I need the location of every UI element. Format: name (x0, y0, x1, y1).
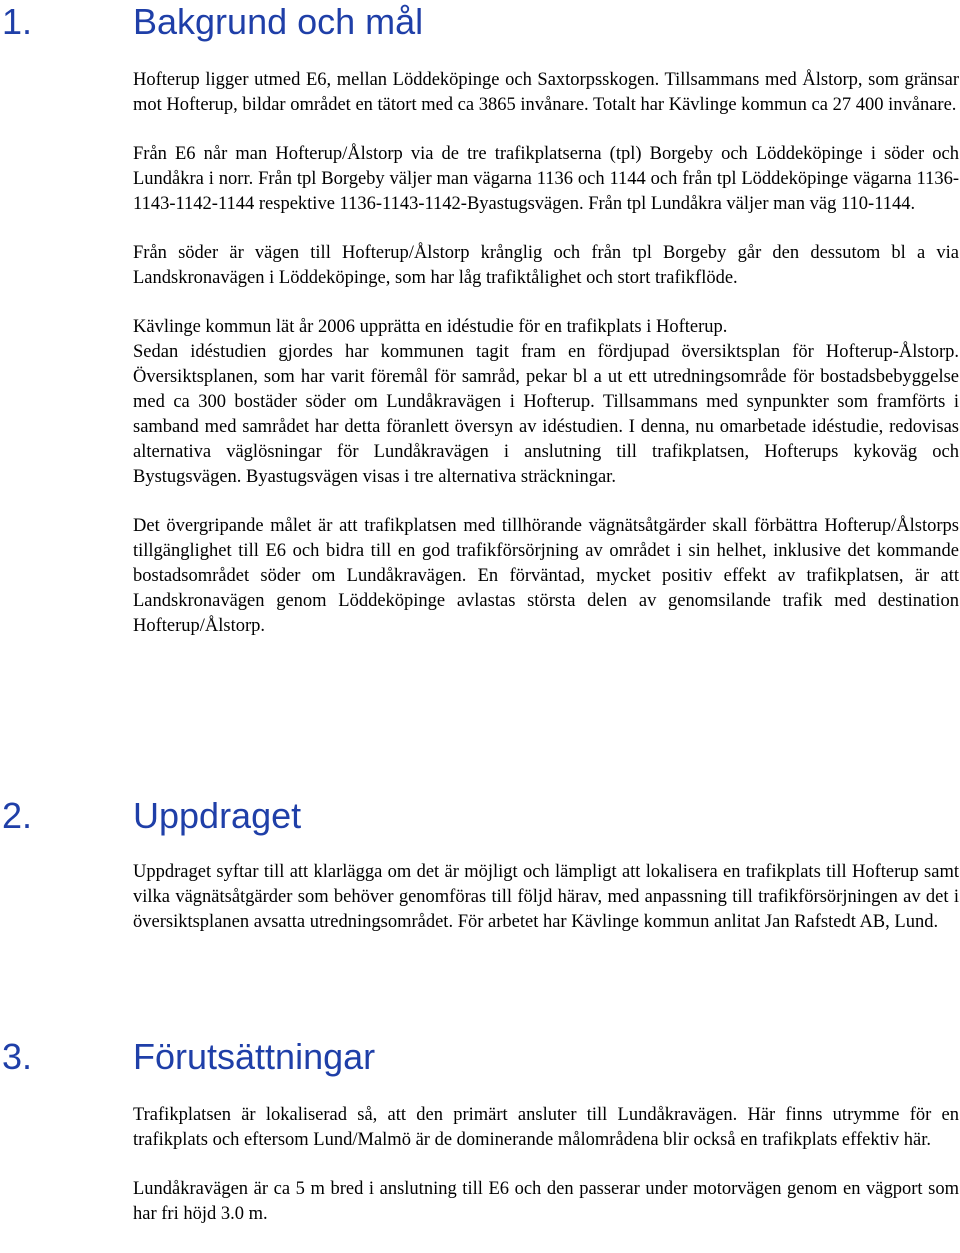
paragraph: Från söder är vägen till Hofterup/Ålstorp krånglig och från tpl Borgeby går den dessutom bl a via Landskronavägen i Löddeköpinge, som har låg trafiktålighet och stort trafikflöde. (133, 243, 959, 288)
section-number: 1. (2, 1, 33, 42)
section-heading (0, 0, 960, 44)
paragraph: Lundåkravägen är ca 5 m bred i anslutning till E6 och den passerar under motorvägen genom en vägport som har fri höjd 3.0 m. (133, 1179, 959, 1224)
paragraph: Trafikplatsen är lokaliserad så, att den primärt ansluter till Lundåkravägen. Här finns utrymme för en trafikplats och eftersom Lund/Malmö är de dominerande målområdena blir också en trafikplats effektiv här. (133, 1105, 959, 1150)
section-bakgrund (0, 0, 960, 44)
paragraph: Hofterup ligger utmed E6, mellan Löddeköpinge och Saxtorpsskogen. Tillsammans med Ålstorp, som gränsar mot Hofterup, bildar området en tätort med ca 3865 invånare. Totalt har Kävlinge kommun ca 27 400 invånare. (133, 70, 959, 115)
section-heading (0, 1035, 960, 1079)
section-forutsattningar (0, 1035, 960, 1079)
section-number: 2. (2, 795, 33, 836)
paragraph: Det övergripande målet är att trafikplatsen med tillhörande vägnätsåtgärder skall förbättra Hofterup/Ålstorps tillgänglighet till E6 och bidra till en god trafikförsörjning av området i sin helhet, inklusive det kommande bostadsområdet söder om Lundåkravägen. En förväntad, mycket positiv effekt av trafikplatsen, är att Landskronavägen genom Löddeköpinge avlastas största delen av genomsilande trafik med destination Hofterup/Ålstorp. (133, 516, 959, 636)
section-body (133, 68, 959, 663)
paragraph: Sedan idéstudien gjordes har kommunen tagit fram en fördjupad översiktsplan för Hofterup-Ålstorp. Översiktsplanen, som har varit föremål för samråd, pekar bl a ut ett utredningsområde för bostadsbebyggelse med ca 300 bostäder söder om Lundåkravägen i Hofterup. Tillsammans med synpunkter som framförts i samband med samrådet har detta föranlett översyn av idéstudien. I denna, nu omarbetade idéstudie, redovisas alternativa väglösningar för Lundåkravägen i anslutning till trafikplatsen, Hofterups kykoväg och Bystugsvägen. Byastugsvägen visas i tre alternativa sträckningar. (133, 342, 959, 487)
section-title: Bakgrund och mål (133, 1, 424, 42)
section-body (133, 1103, 959, 1227)
paragraph: Kävlinge kommun lät år 2006 upprätta en idéstudie för en trafikplats i Hofterup. (133, 317, 728, 337)
section-title: Förutsättningar (133, 1036, 376, 1077)
section-number: 3. (2, 1036, 33, 1077)
section-body (133, 860, 959, 959)
paragraph: Uppdraget syftar till att klarlägga om det är möjligt och lämpligt att lokalisera en trafikplats till Hofterup samt vilka vägnätsåtgärder som behöver genomföras till följd härav, med anpassning till trafikförsörjningen av det i översiktsplanen avsatta utredningsområdet. För arbetet har Kävlinge kommun anlitat Jan Rafstedt AB, Lund. (133, 862, 959, 932)
section-title: Uppdraget (133, 795, 302, 836)
paragraph: Från E6 når man Hofterup/Ålstorp via de tre trafikplatserna (tpl) Borgeby och Löddeköpinge i söder och Lundåkra i norr. Från tpl Borgeby väljer man vägarna 1136 och 1144 och från tpl Löddeköpinge vägarna 1136-1143-1142-1144 respektive 1136-1143-1142-Byastugsvägen. Från tpl Lundåkra väljer man väg 110-1144. (133, 144, 959, 214)
section-heading (0, 794, 960, 838)
section-uppdraget (0, 794, 960, 838)
